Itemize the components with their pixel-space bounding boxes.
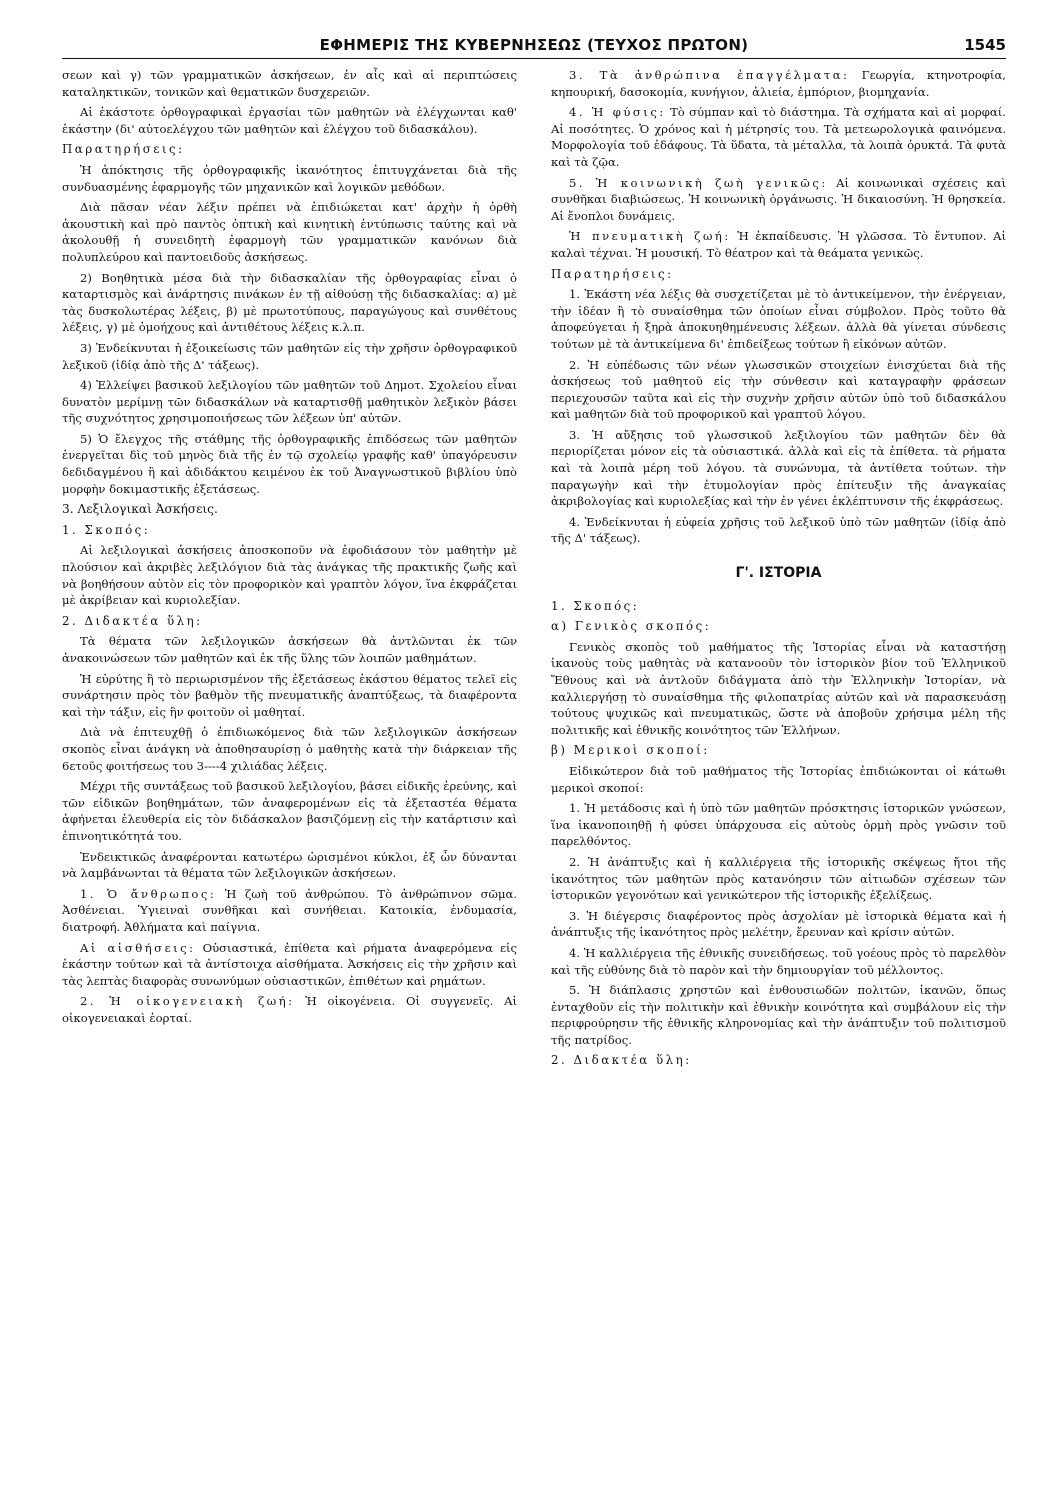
aim-heading: 1. Σκοπός: (551, 598, 640, 613)
item-text: Ἡ ἐκπαίδευσις. Ἡ γλῶσσα. Τὸ ἔντυπον. Αἱ καλαὶ τέχναι. Ἡ μουσική. Τὸ θέατρον καὶ τὰ θεάματα γενικῶς. (551, 229, 1007, 260)
item-text: Γεωργία, κτηνοτροφία, κηπουρική, δασοκομία, κυνήγιον, ἁλιεία, ἐμπόριον, βιομηχανία. (551, 68, 1006, 99)
list-item (62, 886, 517, 936)
item-heading: 4. Ἡ φύσις: (569, 105, 666, 120)
paragraph: Διὰ νὰ ἐπιτευχθῇ ὁ ἐπιδιωκόμενος διὰ τῶν λεξιλογικῶν ἀσκήσεων σκοπὸς εἶναι ἀνάγκη νὰ ἀποθησαυρίσῃ ὁ μαθητὴς κατὰ τὴν διάρκειαν τῆς 6ετοῦς φοιτήσεως του 3----4 χιλιάδας λέξεις. (62, 725, 517, 773)
item-text: Τὸ σύμπαν καὶ τὸ διάστημα. Τὰ σχήματα καὶ αἱ μορφαί. Αἱ ποσότητες. Ὁ χρόνος καὶ ἡ μέτρησίς του. Τὰ μετεωρολογικὰ φαινόμενα. Μορφολογία τοῦ ἐδάφους. Τὰ ὕδατα, τὰ μέταλλα, τὰ λοιπὰ ὀρυκτά. Τὰ φυτὰ καὶ τὰ ζῷα. (551, 105, 1006, 169)
paragraph: Αἱ ἑκάστοτε ὀρθογραφικαὶ ἐργασίαι τῶν μαθητῶν νὰ ἐλέγχωνται καθ' ἑκάστην (δι' αὐτοελέγχου τῶν μαθητῶν καὶ ἐλέγχου τοῦ διδασκάλου). (62, 105, 517, 136)
history-section-title: Γ'. ΙΣΤΟΡΙΑ (735, 565, 822, 582)
right-column (551, 67, 1006, 1073)
item-heading: Αἱ αἰσθήσεις: (80, 940, 196, 955)
item-text: Ἡ ζωὴ τοῦ ἀνθρώπου. Τὸ ἀνθρώπινον σῶμα. Ἀσθένειαι. Ὑγιειναὶ συνθῆκαι καὶ συνήθειαι. Κατοικία, ἐνδυμασία, διατροφή. Ἀθλήματα καὶ παίγνια. (62, 886, 518, 934)
page-header (62, 30, 1006, 59)
item-text: Ἡ οἰκογένεια. Οἱ συγγενεῖς. Αἱ οἰκογενειακαὶ ἑορταί. (62, 994, 517, 1025)
paragraph: 2. Ἡ εὐπέδωσις τῶν νέων γλωσσικῶν στοιχείων ἐνισχύεται διὰ τῆς ἀσκήσεως τοῦ μαθητοῦ εἰς τὴν σύνθεσιν καὶ καταγραφὴν φράσεων περιεχουσῶν ταῦτα καὶ εἰς τὴν συχνὴν χρῆσιν αὐτῶν ὑπὸ τοῦ διδασκάλου καὶ μαθητῶν διὰ τοῦ προφορικοῦ καὶ γραπτοῦ λόγου. (551, 357, 1006, 422)
list-item (551, 228, 1006, 261)
paragraph: 3) Ἐνδείκνυται ἡ ἐξοικείωσις τῶν μαθητῶν εἰς τὴν χρῆσιν ὀρθογραφικοῦ λεξικοῦ (ἰδίᾳ ἀπὸ τῆς Δ' τάξεως). (62, 340, 517, 372)
paragraph: 1. Ἑκάστη νέα λέξις θὰ συσχετίζεται μὲ τὸ ἀντικείμενον, τὴν ἐνέργειαν, τὴν ἰδέαν ἢ τὸ συναίσθημα τῶν ὁποίων εἶναι σύμβολον. Πρὸς τοῦτο θὰ ἀποφεύγεται ἡ ξηρὰ ἀποκυηθημένευσις λέξεων. ἀλλὰ θὰ γίνεται σύνδεσις τούτων μὲ τὰ ἀντικείμενα δι' ἐπιδείξεως τούτων ἢ εἰκόνων αὐτῶν. (551, 287, 1006, 351)
paragraph: 4. Ἡ καλλιέργεια τῆς ἐθνικῆς συνειδήσεως. τοῦ γοέους πρὸς τὸ παρελθὸν καὶ τῆς εὐθύνης διὰ τὸ παρὸν καὶ τὴν δημιουργίαν τοῦ μέλλοντος. (551, 945, 1006, 977)
page-number: 1545 (964, 36, 1006, 54)
list-item (62, 940, 517, 990)
paragraph: 4) Ἐλλείψει βασικοῦ λεξιλογίου τῶν μαθητῶν τοῦ Δημοτ. Σχολείου εἶναι δυνατὸν μερίμνῃ τῶν διδασκάλων νὰ καταρτισθῇ μαθητικὸν λεξικὸν βάσει τῆς συχνότητος χρησιμοποιήσεως τῶν λέξεων ὑπ' αὐτῶν. (62, 378, 517, 426)
paragraph: 1. Ἡ μετάδοσις καὶ ἡ ὑπὸ τῶν μαθητῶν πρόσκτησις ἱστορικῶν γνώσεων, ἵνα ἱκανοποιηθῇ ἡ φύσει ὑπάρχουσα εἰς αὐτοὺς ὁρμὴ πρὸς γνῶσιν τοῦ παρελθόντος. (551, 801, 1006, 849)
paragraph: Γενικὸς σκοπὸς τοῦ μαθήματος τῆς Ἱστορίας εἶναι νὰ καταστήσῃ ἱκανοὺς τοὺς μαθητὰς νὰ κατανοοῦν τὸν ἱστορικὸν βίον τοῦ Ἑλληνικοῦ Ἔθνους καὶ νὰ ἀντλοῦν διδάγματα ἀπὸ τὴν Ἑλληνικὴν Ἱστορίαν, νὰ καλλιεργήσῃ τὸ συναίσθημα τῆς φιλοπατρίας αὐτῶν καὶ νὰ παρασκευάσῃ τούτους ψυχικῶς καὶ πνευματικῶς, ὥστε νὰ ἀποβοῦν χρήσιμα μέλη τῆς πολιτικῆς καὶ ἐθνικῆς κοινότητος τῶν Ἑλλήνων. (551, 639, 1006, 737)
item-heading: 5. Ἡ κοινωνικὴ ζωὴ γενικῶς: (569, 175, 828, 190)
list-item (551, 104, 1006, 170)
paragraph: 5. Ἡ διάπλασις χρηστῶν καὶ ἐνθουσιωδῶν πολιτῶν, ἱκανῶν, ὅπως ἐνταχθοῦν εἰς τὴν πολιτικὴν καὶ ἐθνικὴν κοινότητα καὶ συμβάλουν εἰς τὴν περιφρούρησιν τῆς ἐθνικῆς κληρονομίας καὶ τὴν ἀνάπτυξιν τοῦ πολιτισμοῦ τῆς πατρίδος. (551, 983, 1006, 1047)
paragraph: Ἡ εὐρύτης ἢ τὸ περιωρισμένον τῆς ἐξετάσεως ἑκάστου θέματος τελεῖ εἰς συνάρτησιν πρὸς τὸν βαθμὸν τῆς πνευματικῆς ἀναπτύξεως, τὰ διαφέροντα καὶ τὴν τάξιν, εἰς ἣν φοιτοῦν οἱ μαθηταί. (62, 671, 517, 719)
observations-heading: Παρατηρήσεις: (62, 142, 185, 157)
item-heading: 2. Ἡ οἰκογενειακὴ ζωή: (80, 994, 295, 1009)
list-item (551, 67, 1006, 100)
paragraph: σεων καὶ γ) τῶν γραμματικῶν ἀσκήσεων, ἐν αἷς καὶ αἱ περιπτώσεις καταληκτικῶν, τονικῶν καὶ θεματικῶν δυσχερειῶν. (62, 68, 517, 99)
item-heading: 3. Τὰ ἀνθρώπινα ἐπαγγέλματα: (569, 68, 850, 82)
paragraph: 4. Ἐνδείκνυται ἡ εὐφεία χρῆσις τοῦ λεξικοῦ ὑπὸ τῶν μαθητῶν (ἰδίᾳ ἀπὸ τῆς Δ' τάξεως). (551, 514, 1006, 546)
paragraph: 2. Ἡ ἀνάπτυξις καὶ ἡ καλλιέργεια τῆς ἱστορικῆς σκέψεως ἤτοι τῆς ἱκανότητος τῶν μαθητῶν πρὸς κατανόησιν τῶν αἰτιωδῶν σχέσεων τῶν ἱστορικῶν γεγονότων καὶ γενικώτερον τῆς ἱστορικῆς ἐξελίξεως. (551, 854, 1006, 903)
paragraph: Μέχρι τῆς συντάξεως τοῦ βασικοῦ λεξιλογίου, βάσει εἰδικῆς ἐρεύνης, καὶ τῶν εἰδικῶν βοηθημάτων, τῶν ἀναφερομένων εἰς τὰ ἐξεταστέα θέματα ἀφήνεται ἐλευθερία εἰς τὸν διδάσκαλον βασιζόμενῃ εἰς τὴν κατάρτισιν καὶ ἐπινοητικότητά του. (62, 779, 517, 843)
partial-aims-heading: β) Μερικοὶ σκοποί: (551, 743, 710, 758)
paragraph: Ἡ ἀπόκτησις τῆς ὀρθογραφικῆς ἱκανότητος ἐπιτυγχάνεται διὰ τῆς συνδυασμένης ἐφαρμογῆς τῶν μηχανικῶν καὶ λογικῶν μεθόδων. (62, 162, 517, 194)
general-aim-heading: α) Γενικὸς σκοπός: (551, 619, 712, 634)
paragraph: Τὰ θέματα τῶν λεξιλογικῶν ἀσκήσεων θὰ ἀντλῶνται ἐκ τῶν ἀνακοινώσεων τῶν μαθητῶν καὶ ἐκ τῆς ὕλης τῶν λοιπῶν μαθημάτων. (62, 634, 517, 665)
item-text: Οὐσιαστικά, ἐπίθετα καὶ ρήματα ἀναφερόμενα εἰς ἑκάστην τούτων καὶ τὰ ἀντίστοιχα αἰσθήματα. Ἀσκήσεις εἰς τὴν χρῆσιν καὶ τὰς λεπτὰς διαφορὰς συνωνύμων οὐσιαστικῶν, ἐπιθέτων καὶ ρημάτων. (62, 940, 517, 988)
aim-heading: 1. Σκοπός: (62, 522, 151, 537)
list-item (551, 175, 1006, 225)
paragraph: 3. Ἡ διέγερσις διαφέροντος πρὸς ἀσχολίαν μὲ ἱστορικὰ θέματα καὶ ἡ ἀνάπτυξις τῆς ἱκανότητος πρὸς μελέτην, ἔρευναν καὶ κρίσιν αὐτῶν. (551, 908, 1006, 940)
gazette-title: ΕΦΗΜΕΡΙΣ ΤΗΣ ΚΥΒΕΡΝΗΣΕΩΣ (ΤΕΥΧΟΣ ΠΡΩΤΟΝ) (319, 36, 749, 54)
paragraph: 5) Ὁ ἔλεγχος τῆς στάθμης τῆς ὀρθογραφικῆς ἐπιδόσεως τῶν μαθητῶν ἐνεργεῖται δὶς τοῦ μηνὸς διὰ τῆς ἐν τῷ σχολείῳ γραφῆς καθ' ὑπαγόρευσιν δεδιδαγμένου ἢ καὶ ἀδιδάκτου κειμένου ἐκ τοῦ Ἀναγνωστικοῦ βιβλίου ὑπὸ μορφὴν δοκιμαστικῆς ἐξετάσεως. (62, 431, 517, 496)
paragraph: 2) Βοηθητικὰ μέσα διὰ τὴν διδασκαλίαν τῆς ὀρθογραφίας εἶναι ὁ καταρτισμὸς καὶ ἀνάρτησις πινάκων ἐν τῇ αἰθούσῃ τῆς διδασκαλίας: α) μὲ τὰς δυσκολωτέρας λέξεις, β) μὲ πρωτοτύπους, παραγώγους καὶ συνθέτους λέξεις, γ) μὲ ὁμοήχους καὶ ἀντιθέτους λέξεις κ.λ.π. (62, 270, 517, 335)
two-column-body (62, 67, 1006, 1073)
item-heading: 1. Ὁ ἄνθρωπος: (80, 886, 217, 901)
teaching-matter-heading: 2. Διδακτέα ὕλη: (62, 613, 203, 628)
teaching-matter-heading: 2. Διδακτέα ὕλη: (551, 1053, 692, 1068)
section-title-lexical-exercises: 3. Λεξιλογικαὶ Ἀσκήσεις. (62, 502, 218, 517)
observations-heading: Παρατηρήσεις: (551, 266, 674, 281)
paragraph: Διὰ πᾶσαν νέαν λέξιν πρέπει νὰ ἐπιδιώκεται κατ' ἀρχὴν ἡ ὀρθὴ ἀκουστικὴ καὶ πρὸ παντὸς ὀπτικὴ καὶ κινητικὴ ἐντύπωσις ταύτης καὶ νὰ ἀκολουθῇ ἡ συνειδητὴ ἐφαρμογὴ τῶν γραμματικῶν κανόνων διὰ πολυπλεύρου καὶ παντοειδοῦς ἀσκήσεως. (62, 200, 517, 264)
paragraph: Αἱ λεξιλογικαὶ ἀσκήσεις ἀποσκοποῦν νὰ ἐφοδιάσουν τὸν μαθητὴν μὲ πλούσιον καὶ ἀκριβὲς λεξιλόγιον διὰ τὰς ἀνάγκας τῆς πρακτικῆς ζωῆς καὶ νὰ βοηθήσουν αὐτὸν εἰς τὸν προφορικὸν καὶ γραπτὸν λόγον, ἵνα ἐκφράζεται μὲ ἀκρίβειαν καὶ κυριολεξίαν. (62, 543, 517, 608)
paragraph: 3. Ἡ αὔξησις τοῦ γλωσσικοῦ λεξιλογίου τῶν μαθητῶν δὲν θὰ περιορίζεται μόνον εἰς τὰ οὐσιαστικά. ἀλλὰ καὶ εἰς τὰ ἐπίθετα. τὰ ρήματα καὶ τὰ λοιπὰ μέρη τοῦ λόγου. τὰ συνώνυμα, τὰ ἀντίθετα τούτων. τὴν παραγωγὴν καὶ τὴν ἐτυμολογίαν πρὸς ἐπίτευξιν τῆς ἀναγκαίας ἀκριβολογίας καὶ κυριολεξίας καὶ τὴν ἐν γένει ἐκλέπτυνσιν τῆς ἐκφράσεως. (551, 427, 1006, 509)
list-item (62, 993, 517, 1026)
paragraph: Ἐνδεικτικῶς ἀναφέρονται κατωτέρω ὡρισμένοι κύκλοι, ἐξ ὧν δύνανται νὰ λαμβάνωνται τὰ θέματα τῶν λεξιλογικῶν ἀσκήσεων. (62, 849, 517, 881)
paragraph: Εἰδικώτερον διὰ τοῦ μαθήματος τῆς Ἱστορίας ἐπιδιώκονται οἱ κάτωθι μερικοὶ σκοποί: (551, 763, 1006, 795)
item-heading: Ἡ πνευματικὴ ζωή: (569, 229, 731, 244)
left-column (62, 67, 517, 1073)
item-text: Αἱ κοινωνικαὶ σχέσεις καὶ συνθῆκαι διαβιώσεως. Ἡ κοινωνικὴ ὀργάνωσις. Ἡ δικαιοσύνη. Ἡ θρησκεία. Αἱ ἔνοπλοι δυνάμεις. (551, 175, 1006, 223)
